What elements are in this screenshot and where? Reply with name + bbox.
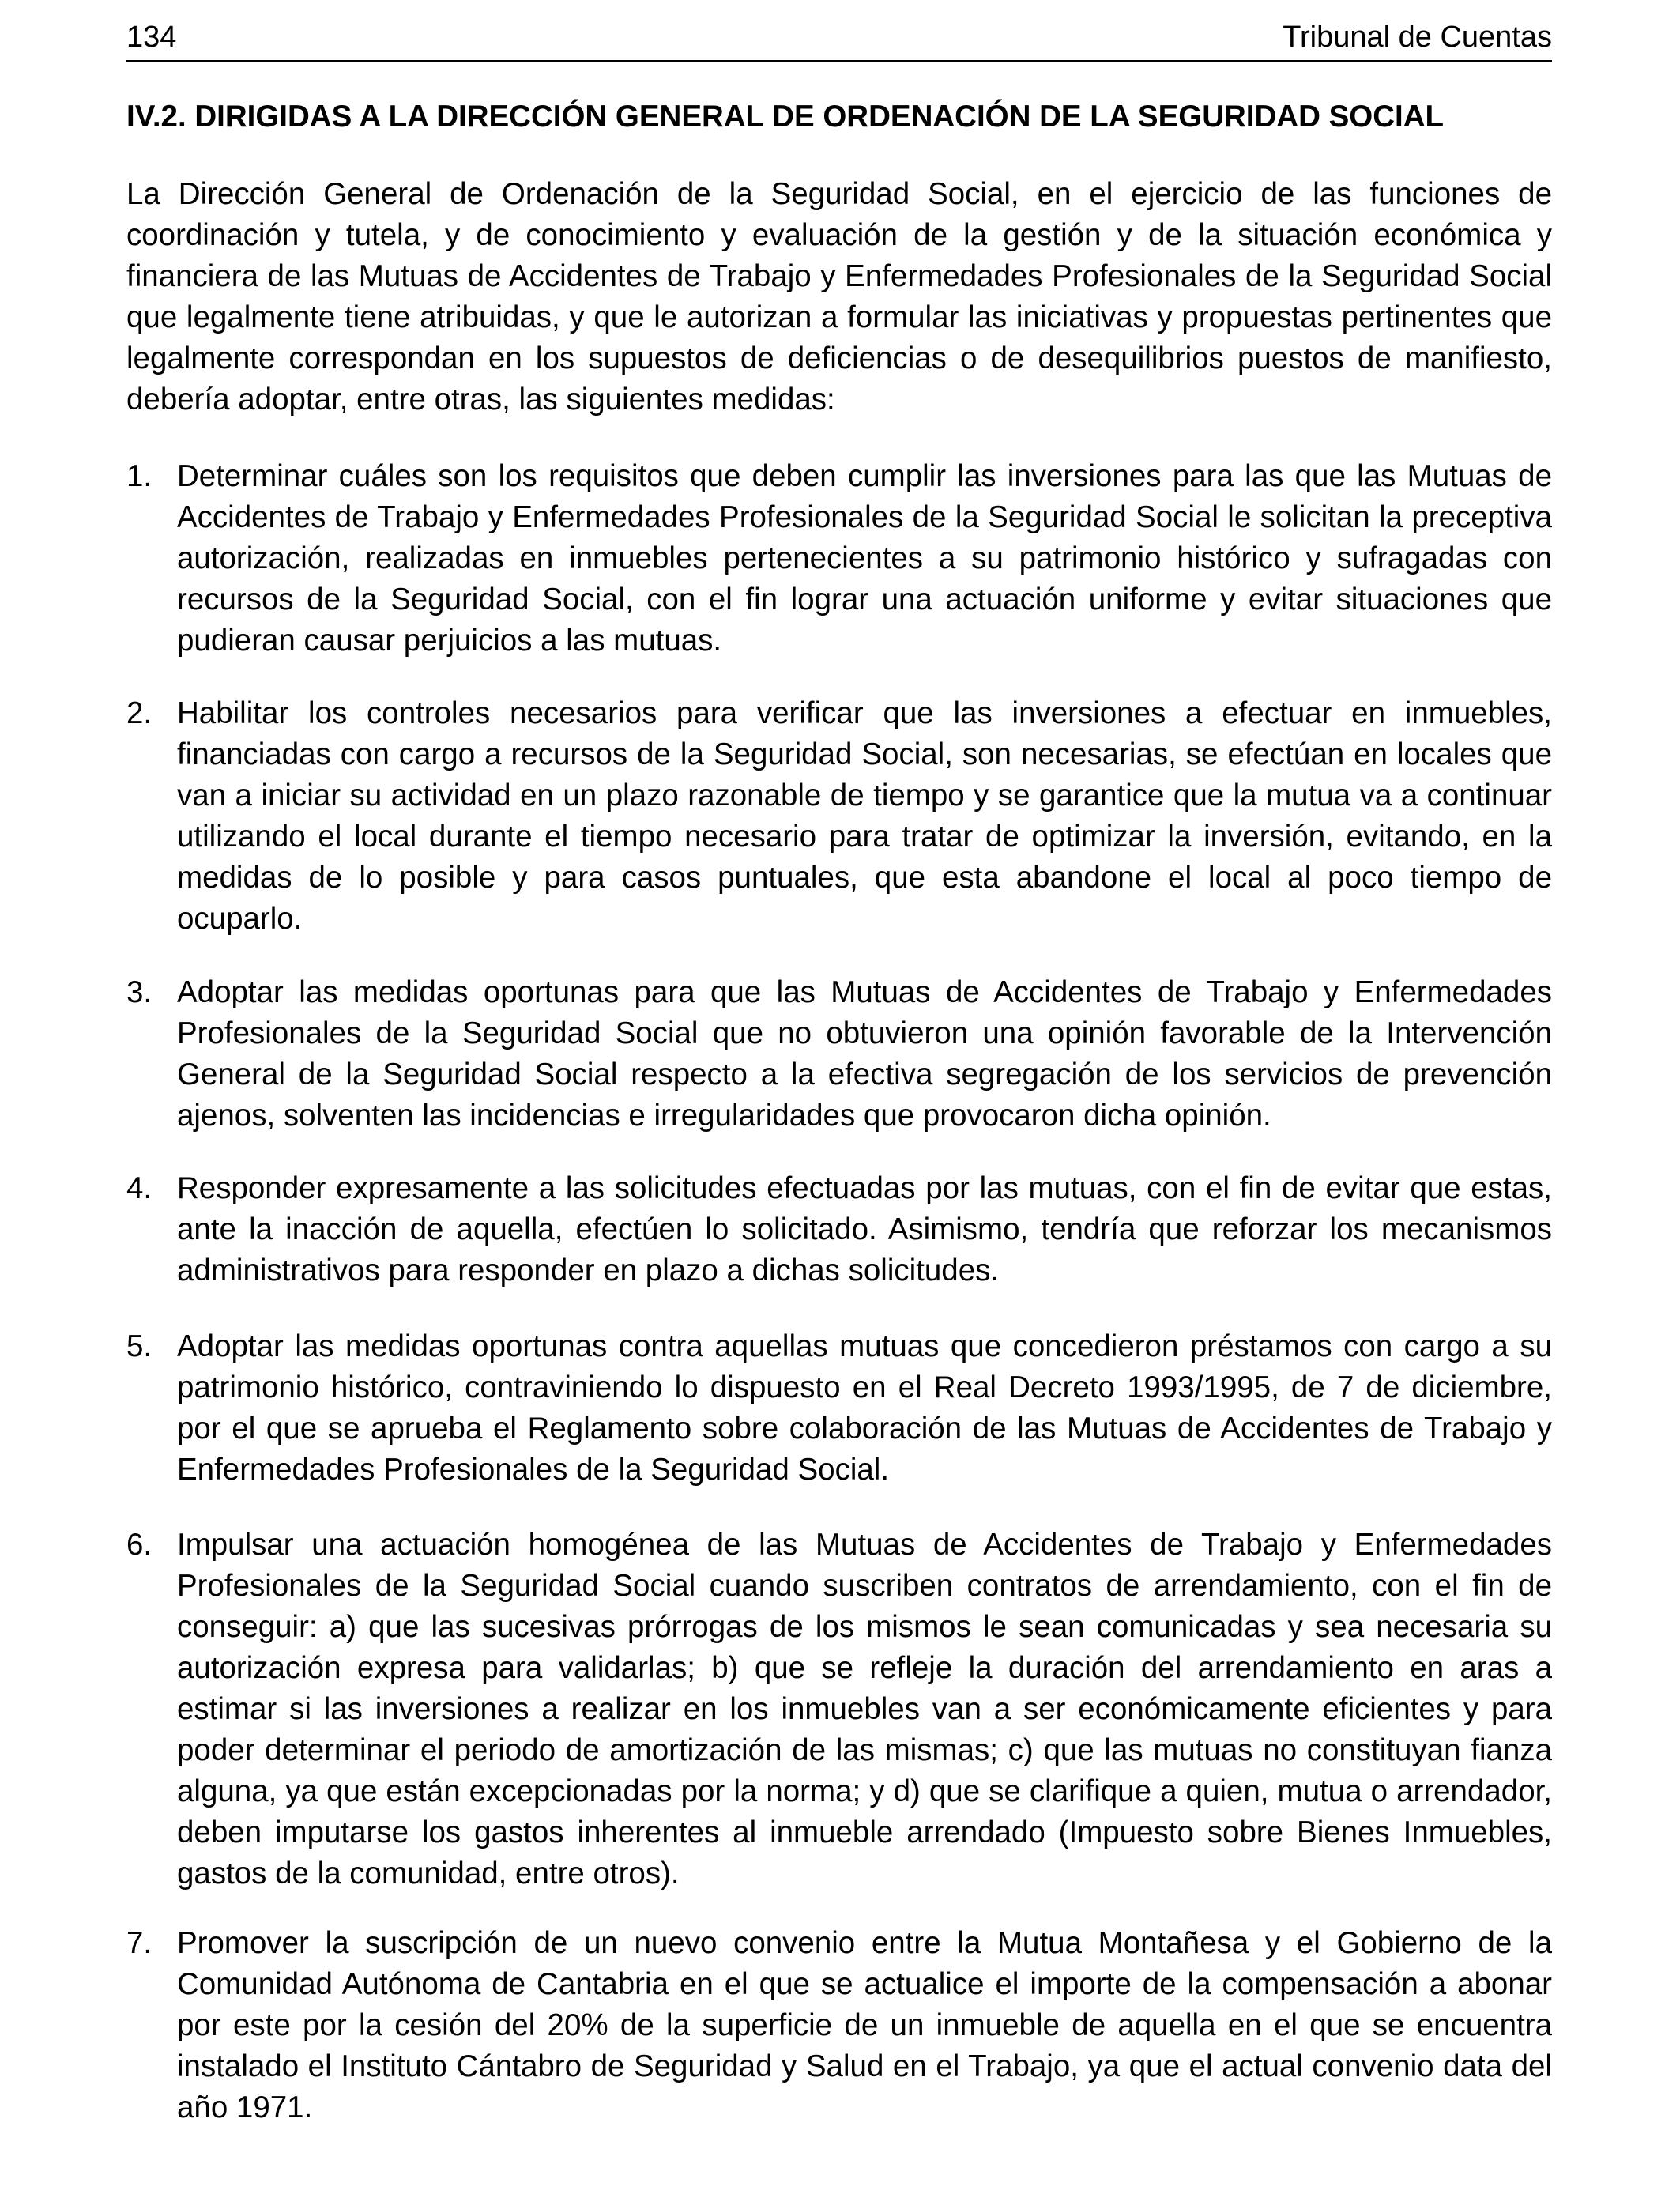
- page-header: [126, 14, 1552, 62]
- list-item: [126, 972, 1552, 1137]
- page-number: 134: [126, 20, 177, 54]
- list-item-number: 2.: [126, 696, 153, 730]
- section-title: IV.2. DIRIGIDAS A LA DIRECCIÓN GENERAL DE ORDENACIÓN DE LA SEGURIDAD SOCIAL: [126, 100, 1445, 134]
- list-item-text: Habilitar los controles necesarios para verificar que las inversiones a efectuar en inmuebles, financiadas con cargo a recursos de la Seguridad Social, son necesarias, se efectúan en locales que van a iniciar su actividad en un plazo razonable de tiempo y se garantice que la mutua va a continuar utilizando el local durante el tiempo necesario para tratar de optimizar la inversión, evitando, en la medidas de lo posible y para casos puntuales, que esta abandone el local al poco tiempo de ocuparlo.: [177, 696, 1552, 936]
- list-item-number: 6.: [126, 1528, 153, 1562]
- list-item: [126, 1525, 1552, 1894]
- list-item-number: 5.: [126, 1329, 153, 1363]
- list-item: [126, 1923, 1552, 2128]
- list-item: [126, 693, 1552, 940]
- list-item-text: Promover la suscripción de un nuevo convenio entre la Mutua Montañesa y el Gobierno de la Comunidad Autónoma de Cantabria en el que se actualice el importe de la compensación a abonar por este por la cesión del 20% de la superficie de un inmueble de aquella en el que se encuentra instalado el Instituto Cántabro de Seguridad y Salud en el Trabajo, ya que el actual convenio data del año 1971.: [177, 1926, 1552, 2124]
- list-item: [126, 1326, 1552, 1491]
- intro-paragraph: La Dirección General de Ordenación de la Seguridad Social, en el ejercicio de las funciones de coordinación y tutela, y de conocimiento y evaluación de la gestión y de la situación económica y financiera de las Mutuas de Accidentes de Trabajo y Enfermedades Profesionales de la Seguridad Social que legalmente tiene atribuidas, y que le autorizan a formular las iniciativas y propuestas pertinentes que legalmente correspondan en los supuestos de deficiencias o de desequilibrios puestos de manifiesto, debería adoptar, entre otras, las siguientes medidas:: [126, 177, 1552, 417]
- list-item-text: Adoptar las medidas oportunas para que las Mutuas de Accidentes de Trabajo y Enfermedades Profesionales de la Seguridad Social que no obtuvieron una opinión favorable de la Intervención General de la Seguridad Social respecto a la efectiva segregación de los servicios de prevención ajenos, solventen las incidencias e irregularidades que provocaron dicha opinión.: [177, 975, 1552, 1133]
- list-item-text: Responder expresamente a las solicitudes efectuadas por las mutuas, con el fin de evitar que estas, ante la inacción de aquella, efectúen lo solicitado. Asimismo, tendría que reforzar los mecanismos administrativos para responder en plazo a dichas solicitudes.: [177, 1171, 1552, 1287]
- list-item-number: 3.: [126, 975, 153, 1009]
- list-item-text: Determinar cuáles son los requisitos que deben cumplir las inversiones para las que las Mutuas de Accidentes de Trabajo y Enfermedades Profesionales de la Seguridad Social le solicitan la preceptiva autorización, realizadas en inmuebles pertenecientes a su patrimonio histórico y sufragadas con recursos de la Seguridad Social, con el fin lograr una actuación uniforme y evitar situaciones que pudieran causar perjuicios a las mutuas.: [177, 459, 1552, 658]
- list-item-text: Impulsar una actuación homogénea de las Mutuas de Accidentes de Trabajo y Enfermedades Profesionales de la Seguridad Social cuando suscriben contratos de arrendamiento, con el fin de conseguir: a) que las sucesivas prórrogas de los mismos le sean comunicadas y sea necesaria su autorización expresa para validarlas; b) que se refleje la duración del arrendamiento en aras a estimar si las inversiones a realizar en los inmuebles van a ser económicamente eficientes y para poder determinar el periodo de amortización de las mismas; c) que las mutuas no constituyan fianza alguna, ya que están excepcionadas por la norma; y d) que se clarifique a quien, mutua o arrendador, deben imputarse los gastos inherentes al inmueble arrendado (Impuesto sobre Bienes Inmuebles, gastos de la comunidad, entre otros).: [177, 1528, 1552, 1891]
- list-item: [126, 456, 1552, 662]
- list-item-number: 1.: [126, 459, 153, 493]
- list-item-number: 4.: [126, 1171, 153, 1205]
- publication-name: Tribunal de Cuentas: [1283, 20, 1552, 54]
- list-item: [126, 1168, 1552, 1291]
- list-item-text: Adoptar las medidas oportunas contra aquellas mutuas que concedieron préstamos con cargo a su patrimonio histórico, contraviniendo lo dispuesto en el Real Decreto 1993/1995, de 7 de diciembre, por el que se aprueba el Reglamento sobre colaboración de las Mutuas de Accidentes de Trabajo y Enfermedades Profesionales de la Seguridad Social.: [177, 1329, 1552, 1487]
- list-item-number: 7.: [126, 1926, 153, 1960]
